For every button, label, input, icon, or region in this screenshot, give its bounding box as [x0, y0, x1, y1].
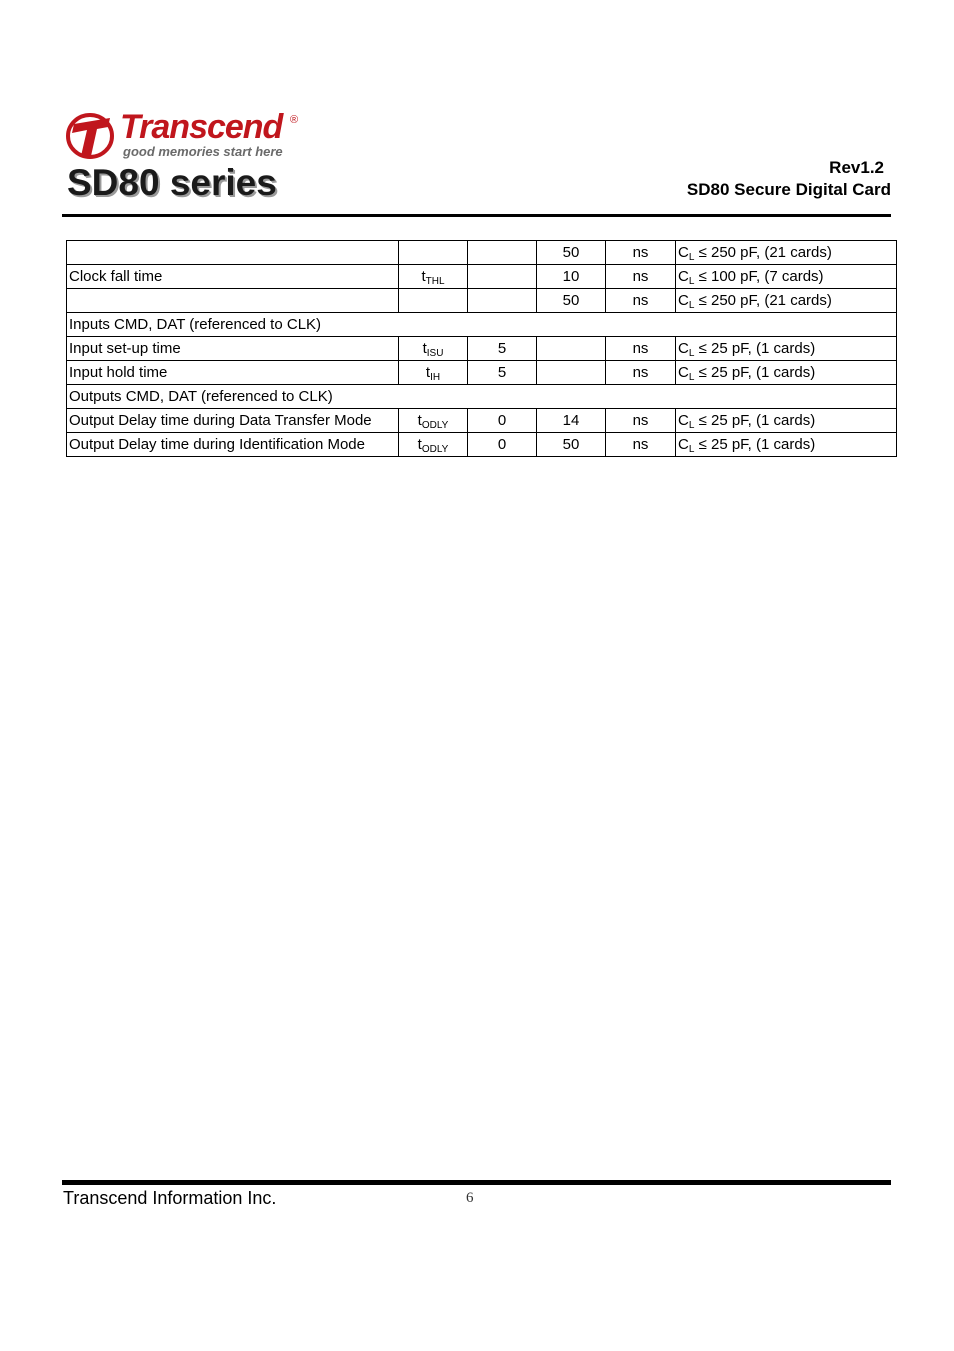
parameter-cell: Output Delay time during Data Transfer Mode	[67, 409, 399, 433]
condition-text: ≤ 25 pF, (1 cards)	[694, 436, 816, 453]
min-cell: 5	[468, 361, 537, 385]
parameter-cell	[67, 241, 399, 265]
condition-cell	[676, 433, 897, 457]
condition-text: ≤ 250 pF, (21 cards)	[694, 292, 832, 309]
min-cell	[468, 289, 537, 313]
condition-subscript: L	[688, 420, 695, 431]
condition-cell	[676, 409, 897, 433]
unit-cell: ns	[606, 265, 676, 289]
symbol-cell	[399, 433, 468, 457]
condition-cell	[676, 337, 897, 361]
max-cell: 50	[537, 433, 606, 457]
table-row	[67, 313, 897, 337]
min-cell	[468, 241, 537, 265]
condition-symbol: C	[678, 364, 689, 381]
max-cell: 50	[537, 241, 606, 265]
max-cell: 50	[537, 289, 606, 313]
transcend-logo	[66, 108, 306, 160]
condition-text: ≤ 100 pF, (7 cards)	[694, 268, 824, 285]
series-title: SD80 series	[67, 162, 277, 203]
symbol-subscript: ODLY	[421, 420, 449, 431]
footer-divider	[62, 1180, 891, 1185]
parameter-cell	[67, 289, 399, 313]
condition-symbol: C	[678, 292, 689, 309]
symbol-subscript: ODLY	[421, 444, 449, 455]
table-row	[67, 409, 897, 433]
condition-text: ≤ 25 pF, (1 cards)	[694, 340, 816, 357]
symbol-text: t	[425, 364, 431, 381]
brand-tagline: good memories start here	[123, 144, 283, 159]
company-name: Transcend Information Inc.	[63, 1188, 277, 1208]
symbol-text: t	[421, 268, 426, 285]
parameter-cell: Input set-up time	[67, 337, 399, 361]
table-row	[67, 385, 897, 409]
max-cell	[537, 337, 606, 361]
max-cell	[537, 361, 606, 385]
symbol-text: t	[417, 412, 422, 429]
min-cell	[468, 265, 537, 289]
symbol-subscript: IH	[430, 372, 441, 383]
section-heading: Outputs CMD, DAT (referenced to CLK)	[67, 385, 897, 409]
max-cell: 14	[537, 409, 606, 433]
symbol-cell	[399, 289, 468, 313]
symbol-cell	[399, 241, 468, 265]
symbol-text: t	[417, 436, 422, 453]
symbol-cell	[399, 409, 468, 433]
condition-subscript: L	[688, 276, 695, 287]
condition-subscript: L	[688, 348, 695, 359]
brand-name: Transcend	[120, 108, 283, 146]
symbol-subscript: ISU	[426, 348, 444, 359]
unit-cell: ns	[606, 289, 676, 313]
parameter-cell: Input hold time	[67, 361, 399, 385]
header-divider	[62, 214, 891, 217]
condition-symbol: C	[678, 436, 689, 453]
unit-cell: ns	[606, 337, 676, 361]
registered-mark: ®	[290, 114, 299, 126]
table-row	[67, 265, 897, 289]
min-cell: 0	[468, 409, 537, 433]
table-row	[67, 337, 897, 361]
min-cell: 5	[468, 337, 537, 361]
symbol-cell	[399, 337, 468, 361]
condition-symbol: C	[678, 268, 689, 285]
table-row	[67, 289, 897, 313]
parameter-cell: Output Delay time during Identification Mode	[67, 433, 399, 457]
product-title: SD80 Secure Digital Card	[686, 180, 891, 199]
revision-label: Rev1.2	[829, 158, 884, 177]
condition-subscript: L	[688, 372, 695, 383]
table-row	[67, 361, 897, 385]
unit-cell: ns	[606, 433, 676, 457]
max-cell: 10	[537, 265, 606, 289]
condition-text: ≤ 250 pF, (21 cards)	[694, 244, 832, 261]
symbol-subscript: THL	[425, 276, 445, 287]
symbol-text: t	[422, 340, 427, 357]
condition-subscript: L	[688, 300, 695, 311]
symbol-cell	[399, 265, 468, 289]
unit-cell: ns	[606, 361, 676, 385]
condition-symbol: C	[678, 412, 689, 429]
transcend-logo-icon	[66, 112, 118, 160]
condition-cell	[676, 361, 897, 385]
page-number: 6	[466, 1190, 474, 1206]
condition-cell	[676, 289, 897, 313]
condition-subscript: L	[688, 252, 695, 263]
timing-spec-table	[66, 240, 897, 457]
condition-symbol: C	[678, 244, 689, 261]
parameter-cell: Clock fall time	[67, 265, 399, 289]
timing-spec-body	[67, 241, 897, 457]
table-row	[67, 241, 897, 265]
condition-cell	[676, 265, 897, 289]
condition-text: ≤ 25 pF, (1 cards)	[694, 364, 816, 381]
condition-text: ≤ 25 pF, (1 cards)	[694, 412, 816, 429]
min-cell: 0	[468, 433, 537, 457]
table-row	[67, 433, 897, 457]
condition-symbol: C	[678, 340, 689, 357]
section-heading: Inputs CMD, DAT (referenced to CLK)	[67, 313, 897, 337]
condition-subscript: L	[688, 444, 695, 455]
condition-cell	[676, 241, 897, 265]
symbol-cell	[399, 361, 468, 385]
unit-cell: ns	[606, 409, 676, 433]
unit-cell: ns	[606, 241, 676, 265]
